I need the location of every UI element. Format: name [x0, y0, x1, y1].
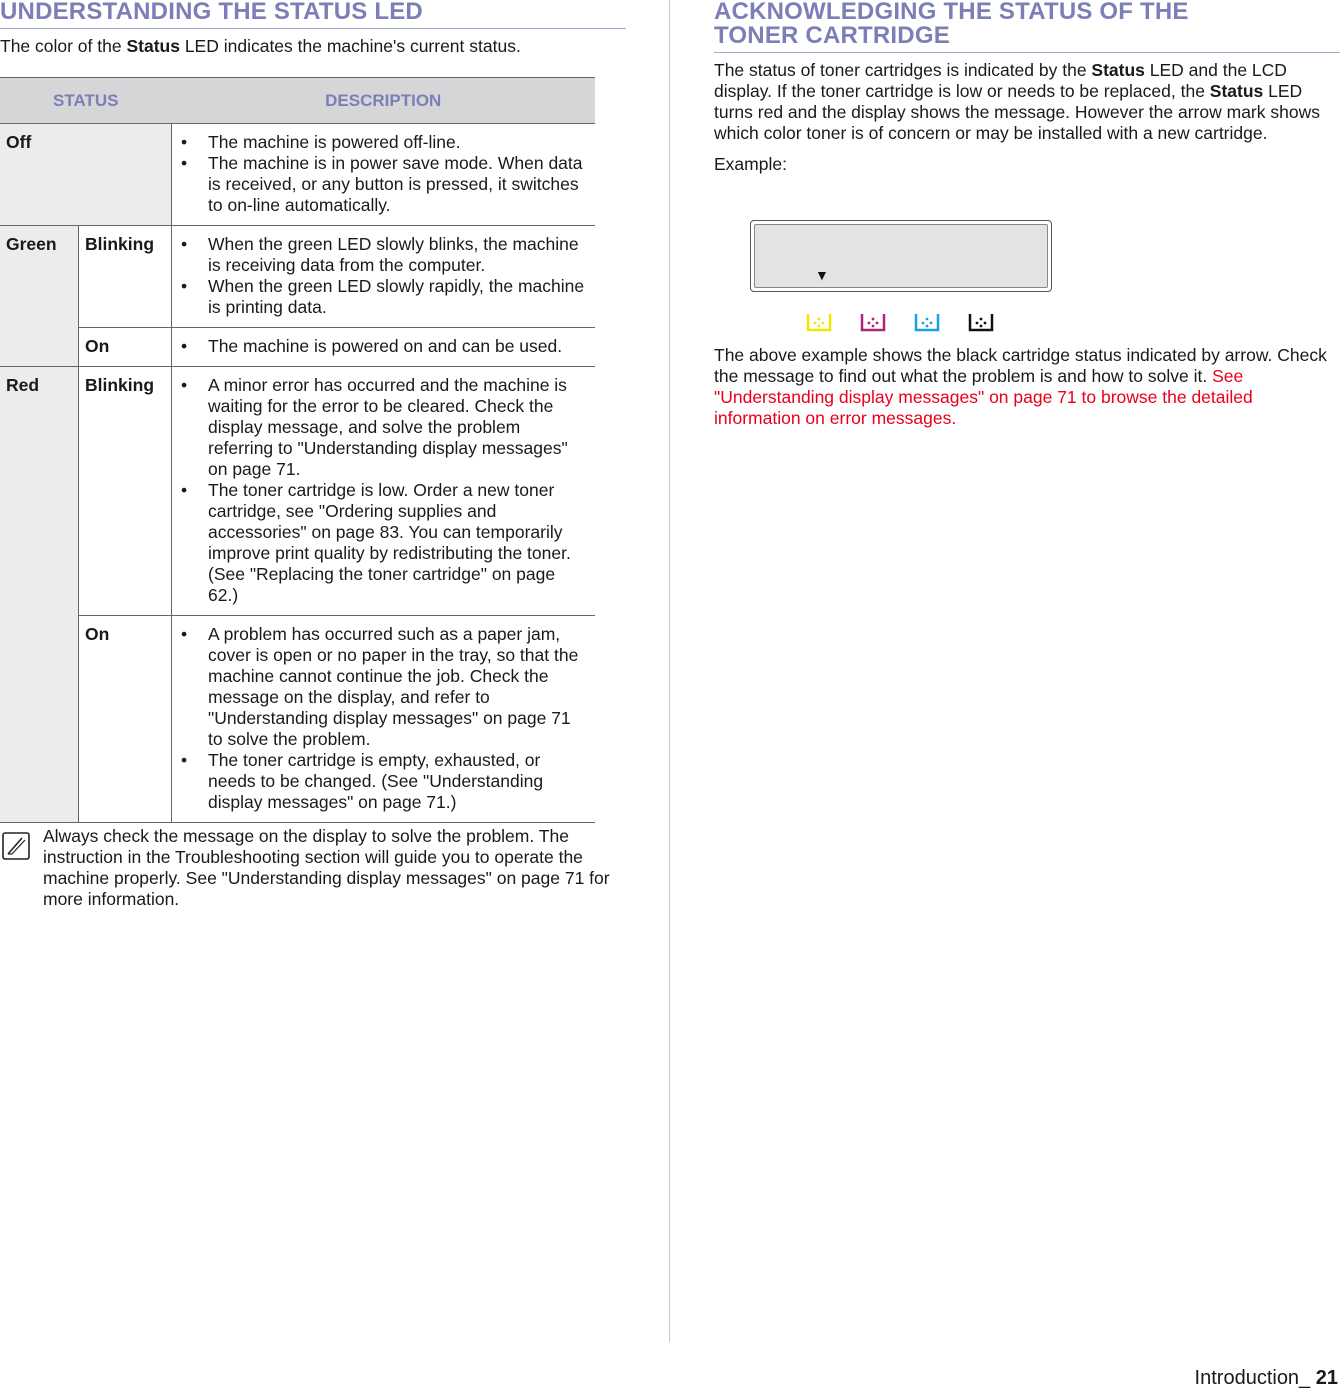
- table-row-green-on: [0, 328, 595, 367]
- substatus-cell-on: On: [79, 616, 172, 823]
- description-cell: [172, 124, 596, 226]
- list-item: • A problem has occurred such as a paper jam, cover is open or no paper in the tray, so that the machine cannot continue the job. Check the message on the display, and refer to "Understanding display messages" on page 71 to solve the problem.: [178, 624, 589, 750]
- list-item: • The machine is powered off-line.: [178, 132, 589, 153]
- cyan-toner-icon: [914, 310, 940, 332]
- toner-status-paragraph: The status of toner cartridges is indicated by the Status LED and the LCD display. If the toner cartridge is low or needs to be replaced, the Status LED turns red and the display shows the message. However the arrow mark shows which color toner is of concern or may be installed with a new cartridge.: [714, 60, 1320, 143]
- yellow-toner-icon: [806, 310, 832, 332]
- lcd-screen: [754, 224, 1048, 288]
- description-cell: [172, 616, 596, 823]
- toner-status-heading: ACKNOWLEDGING THE STATUS OF THE TONER CARTRIDGE: [714, 0, 1189, 49]
- substatus-cell-blinking: Blinking: [79, 226, 172, 328]
- section-name: Introduction_: [1194, 1367, 1316, 1389]
- status-cell-off: Off: [0, 124, 172, 226]
- status-cell-red: Red: [0, 367, 79, 823]
- toner-example-explanation: The above example shows the black cartridge status indicated by arrow. Check the message to find out what the problem is and how to solve it. See "Understanding display messages" on page 71 to browse the detailed information on error messages.: [714, 345, 1327, 428]
- list-item: • When the green LED slowly rapidly, the machine is printing data.: [178, 276, 589, 318]
- substatus-cell-on: On: [79, 328, 172, 367]
- list-item: • The toner cartridge is empty, exhausted, or needs to be changed. (See "Understanding display messages" on page 71.): [178, 750, 589, 813]
- description-cell: [172, 328, 596, 367]
- note-pencil-icon: [2, 832, 30, 860]
- table-header-row: [0, 78, 595, 124]
- page-number: 21: [1315, 1367, 1338, 1389]
- right-column: [714, 0, 1340, 175]
- list-item: • A minor error has occurred and the machine is waiting for the error to be cleared. Check the display message, and solve the problem referring to "Understanding display messages" on page 71.: [178, 375, 589, 480]
- black-toner-icon: [968, 310, 994, 332]
- table-row-off: [0, 124, 595, 226]
- status-led-table: [0, 77, 595, 823]
- status-led-heading: UNDERSTANDING THE STATUS LED: [0, 0, 423, 25]
- arrow-down-icon: ▼: [815, 267, 829, 283]
- magenta-toner-icon: [860, 310, 886, 332]
- table-row-green-blinking: [0, 226, 595, 328]
- heading-rule: [0, 28, 626, 29]
- list-item: • The toner cartridge is low. Order a new toner cartridge, see "Ordering supplies and accessories" on page 83. You can temporarily improve print quality by redistributing the toner. (See "Replacing the toner cartridge" on page 62.): [178, 480, 589, 606]
- list-item: • When the green LED slowly blinks, the machine is receiving data from the computer.: [178, 234, 589, 276]
- description-cell: [172, 367, 596, 616]
- note-text: Always check the message on the display to solve the problem. The instruction in the Troubleshooting section will guide you to operate the machine properly. See "Understanding display messages" on page 71 for more information.: [43, 826, 610, 909]
- list-item: • The machine is powered on and can be used.: [178, 336, 589, 357]
- header-status: STATUS: [0, 78, 172, 124]
- column-divider: [669, 0, 670, 1342]
- lcd-display-illustration: [750, 220, 1052, 292]
- description-cell: [172, 226, 596, 328]
- status-led-intro: The color of the Status LED indicates the machine's current status.: [0, 36, 521, 56]
- table-row-red-on: [0, 616, 595, 823]
- table-row-red-blinking: [0, 367, 595, 616]
- display-messages-link[interactable]: See "Understanding display messages" on page 71 to browse the detailed information on error messages.: [714, 366, 1253, 428]
- heading-rule: [714, 52, 1340, 53]
- left-column: [0, 0, 626, 57]
- substatus-cell-blinking: Blinking: [79, 367, 172, 616]
- header-description: DESCRIPTION: [172, 78, 596, 124]
- list-item: • The machine is in power save mode. When data is received, or any button is pressed, it switches to on-line automatically.: [178, 153, 589, 216]
- status-cell-green: Green: [0, 226, 79, 367]
- page-footer: [1195, 1366, 1338, 1390]
- example-label: Example:: [714, 154, 787, 174]
- note-box: [0, 826, 626, 910]
